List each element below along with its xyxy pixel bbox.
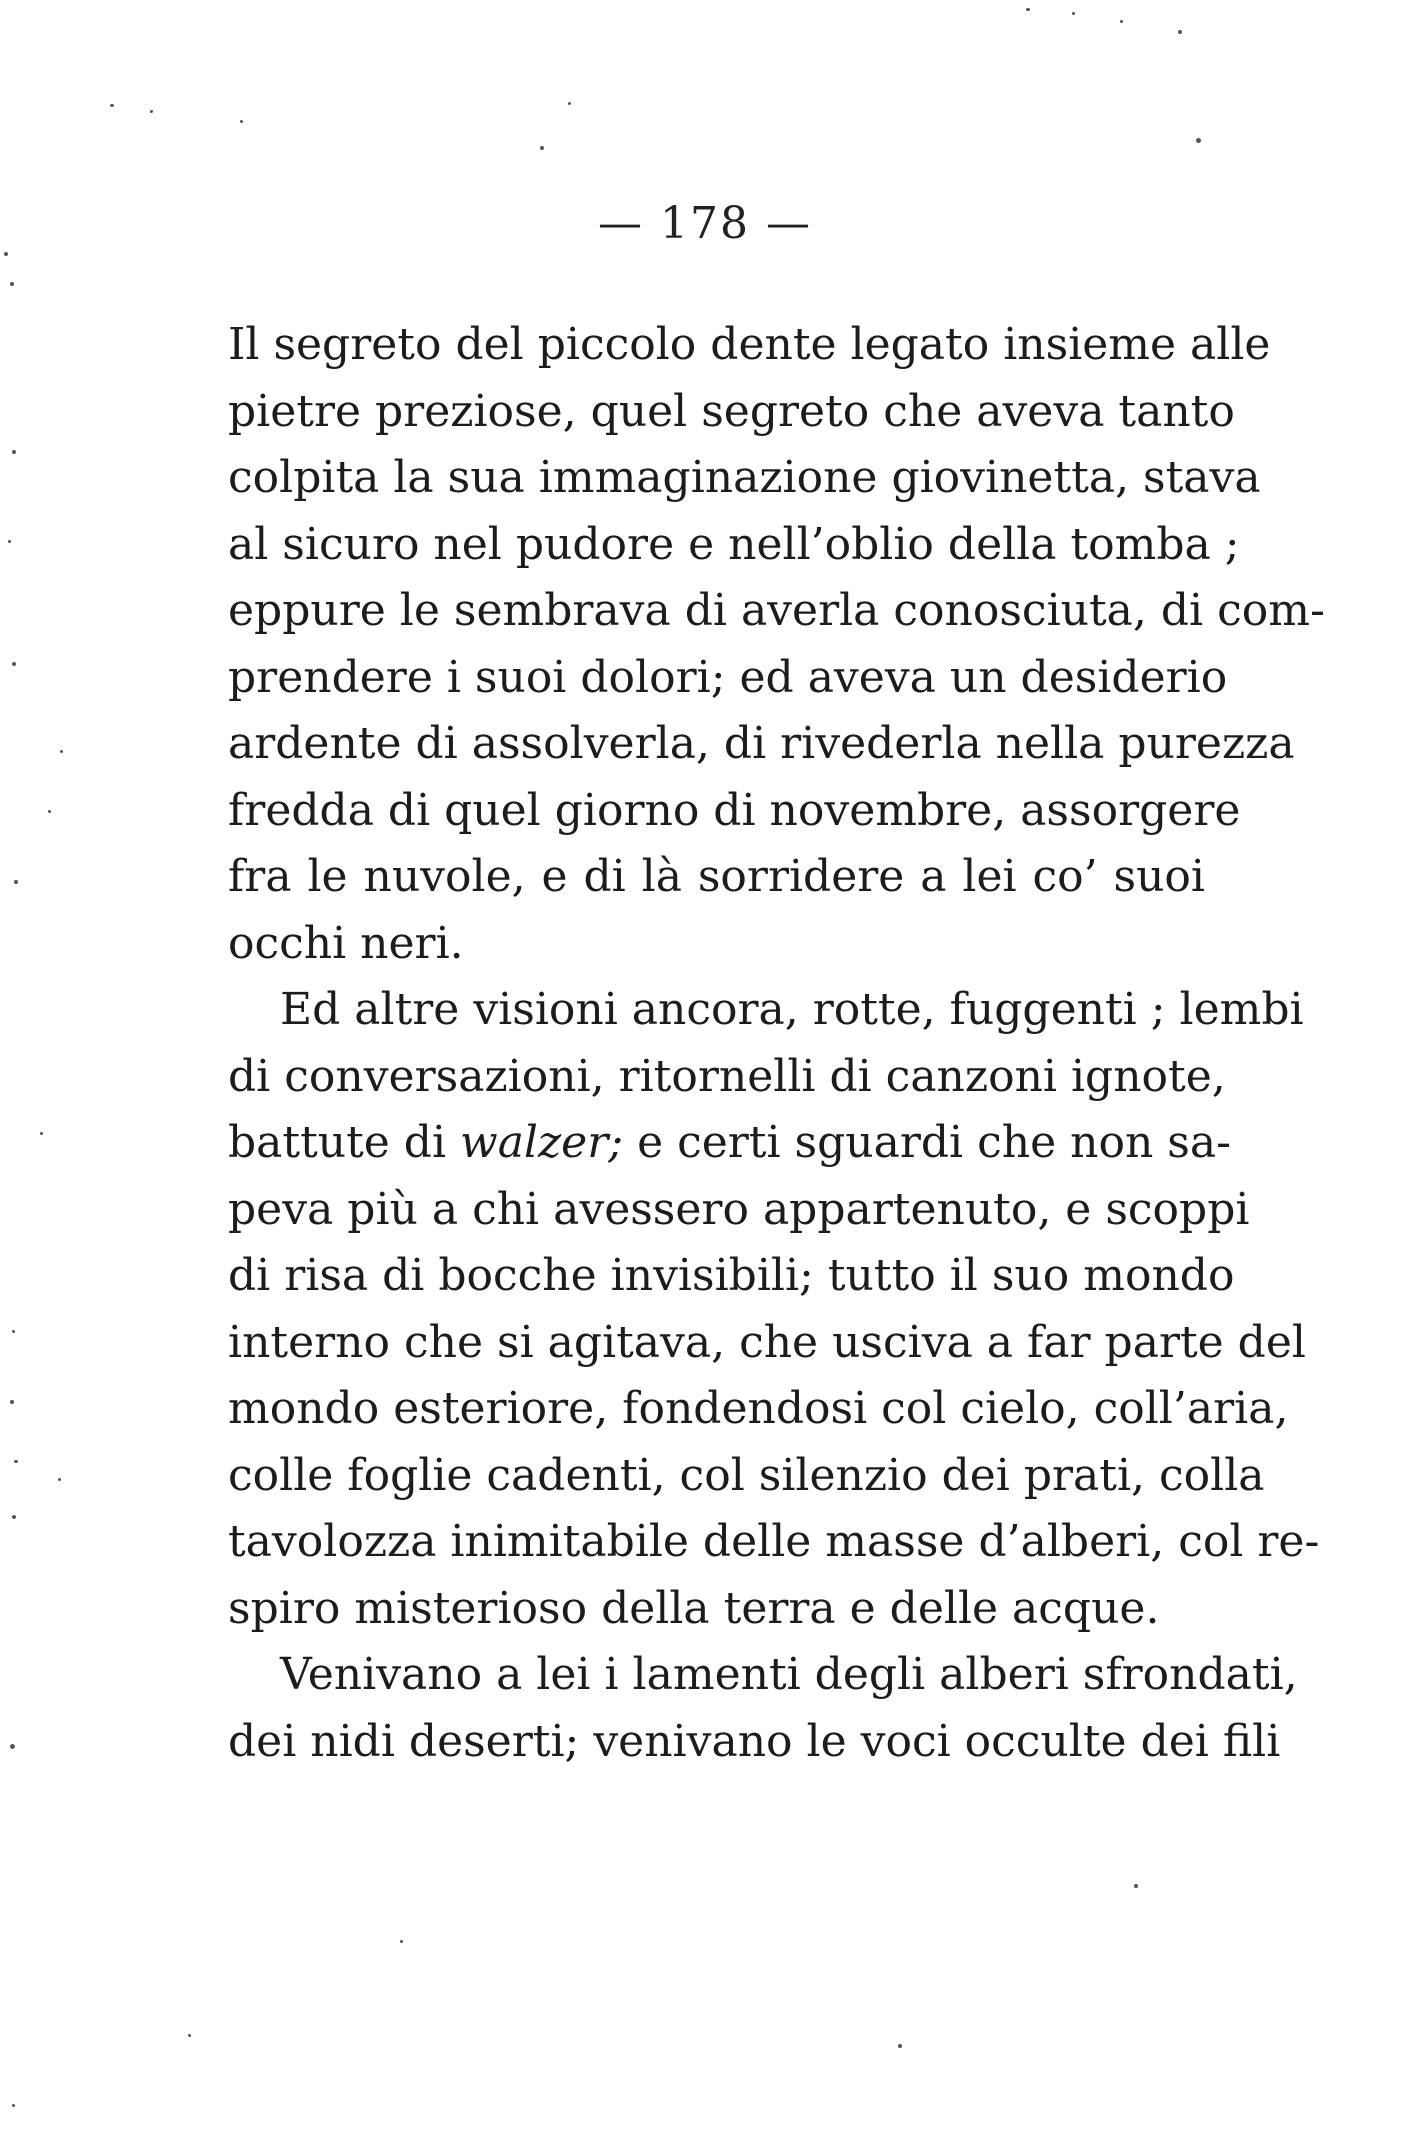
paragraph-2 (228, 977, 1320, 1642)
paragraph-1 (228, 312, 1325, 977)
scan-speck (10, 1400, 14, 1404)
italic-word: walzer; (460, 1117, 624, 1168)
text-line: peva più a chi avessero appartenuto, e scoppi (228, 1183, 1250, 1235)
scan-speck (568, 102, 571, 105)
text-line: mondo esteriore, fondendosi col cielo, coll’aria, (228, 1383, 1289, 1434)
scan-speck (58, 1478, 61, 1481)
text-line: tavolozza inimitabile delle masse d’alberi, col re- (228, 1516, 1320, 1567)
scan-speck (110, 104, 114, 107)
text-line: pietre preziose, quel segreto che aveva tanto (228, 385, 1235, 437)
scan-speck (40, 1132, 43, 1135)
scan-speck (150, 110, 153, 113)
text-line: ardente di assolverla, di rivederla nella purezza (228, 718, 1295, 769)
scan-speck (12, 450, 16, 454)
paragraph-3 (228, 1642, 1298, 1775)
text-line: dei nidi deserti; venivano le voci occulte dei fili (228, 1715, 1281, 1767)
scan-speck (12, 662, 16, 666)
text-line: al sicuro nel pudore e nell’oblio della tomba ; (228, 518, 1240, 570)
scan-speck (898, 2044, 902, 2048)
scan-speck (1026, 8, 1030, 11)
body-text (228, 312, 1325, 1775)
text-line: Il segreto del piccolo dente legato insieme alle (228, 319, 1271, 370)
scan-speck (1072, 12, 1075, 15)
scan-speck (12, 1330, 15, 1333)
text-line: di conversazioni, ritornelli di canzoni ignote, (228, 1050, 1226, 1102)
text-line: colpita la sua immaginazione giovinetta, stava (228, 452, 1261, 503)
text-line: Venivano a lei i lamenti degli alberi sfrondati, (280, 1649, 1298, 1700)
scan-speck (10, 282, 14, 286)
text-line: eppure le sembrava di averla conosciuta, di com- (228, 585, 1325, 636)
scan-speck (10, 1744, 15, 1749)
scan-speck (1120, 20, 1123, 23)
scan-speck (4, 252, 8, 256)
scan-speck (1134, 1884, 1138, 1888)
scan-speck (540, 146, 544, 150)
scan-speck (8, 540, 11, 543)
text-line: prendere i suoi dolori; ed aveva un desiderio (228, 651, 1228, 703)
scan-speck (188, 2034, 191, 2037)
scan-speck (240, 120, 243, 123)
scan-speck (14, 1460, 18, 1463)
scan-speck (1196, 138, 1201, 143)
text-line: colle foglie cadenti, col silenzio dei prati, colla (228, 1449, 1265, 1501)
scan-speck (14, 880, 18, 884)
scan-speck (60, 750, 63, 753)
text-line: Ed altre visioni ancora, rotte, fuggenti ; lembi (280, 984, 1304, 1035)
scan-speck (12, 1515, 16, 1519)
text-line: interno che si agitava, che usciva a far parte del (228, 1316, 1306, 1368)
text-line: fra le nuvole, e di là sorridere a lei co’ suoi (228, 851, 1205, 902)
scan-speck (48, 810, 51, 813)
scan-speck (1178, 30, 1182, 34)
text-line: di risa di bocche invisibili; tutto il suo mondo (228, 1250, 1235, 1301)
scan-speck (12, 2104, 15, 2107)
scan-speck (400, 1940, 403, 1943)
text-line-italic: battute di walzer; e certi sguardi che non sa- (228, 1117, 1231, 1168)
page-number: — 178 — (598, 198, 812, 249)
text-line: spiro misterioso della terra e delle acque. (228, 1582, 1160, 1634)
text-line: fredda di quel giorno di novembre, assorgere (228, 784, 1241, 836)
text-line: occhi neri. (228, 917, 464, 969)
